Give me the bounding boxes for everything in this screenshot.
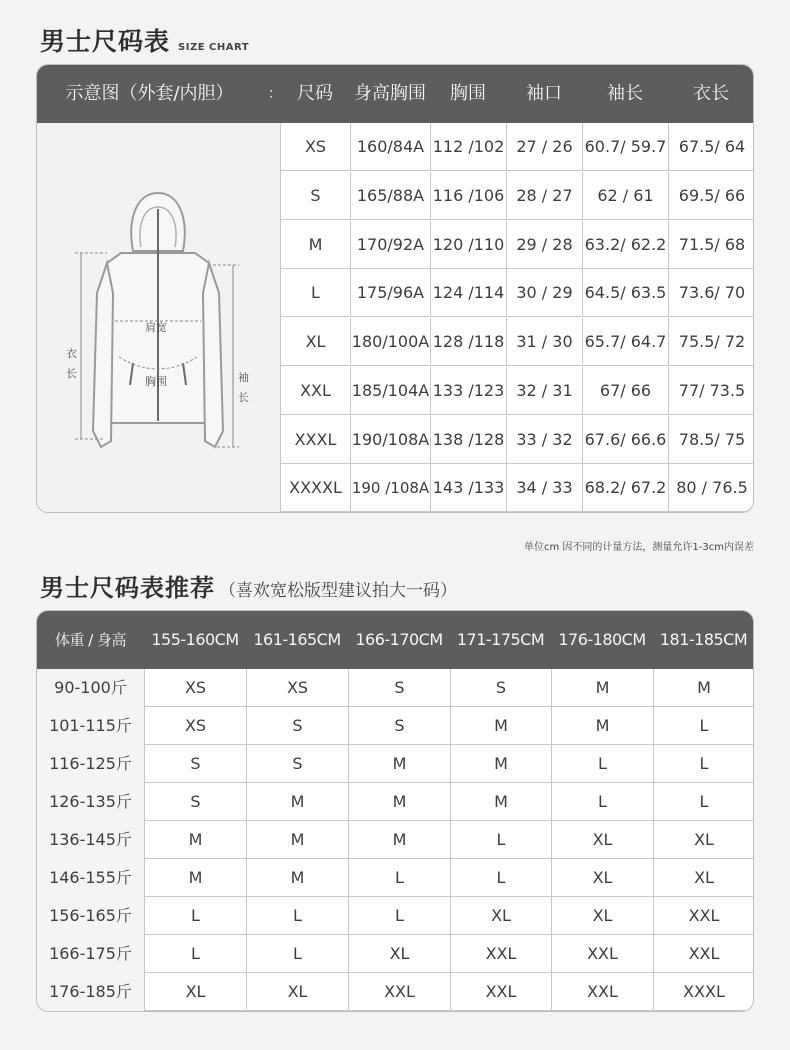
size-chart-title xyxy=(40,22,249,58)
weight-row xyxy=(37,707,753,745)
cell-recommended-size: S xyxy=(246,707,348,745)
cell-height-chest: 180/100A xyxy=(350,318,430,366)
weight-row xyxy=(37,821,753,859)
cell-recommended-size: XL xyxy=(348,935,450,973)
recommend-table xyxy=(36,610,754,1012)
cell-weight: 146-155斤 xyxy=(37,859,144,897)
cell-chest: 120 /110 xyxy=(430,221,506,269)
header-height-range: 176-180CM xyxy=(558,630,646,649)
cell-recommended-size: XL xyxy=(144,973,246,1011)
cell-recommended-size: XXL xyxy=(653,897,754,935)
cell-sleeve-length: 67/ 66 xyxy=(582,367,668,415)
size-chart-header-row xyxy=(37,65,753,123)
cell-size: XXXXL xyxy=(280,464,350,512)
cell-size: L xyxy=(280,269,350,317)
cell-recommended-size: XL xyxy=(653,821,754,859)
header-height-range: 171-175CM xyxy=(456,630,545,649)
cell-recommended-size: XS xyxy=(246,669,348,707)
cell-height-chest: 160/84A xyxy=(350,123,430,171)
cell-cuff: 33 / 32 xyxy=(506,416,582,464)
size-chart-subtitle: SIZE CHART xyxy=(178,42,250,53)
weight-row xyxy=(37,973,753,1011)
cell-recommended-size: M xyxy=(246,821,348,859)
size-row xyxy=(280,172,754,220)
cell-recommended-size: M xyxy=(653,669,754,707)
diagram-label-sleeve-2: 长 xyxy=(238,391,249,404)
header-height-chest: 身高胸围 xyxy=(354,83,426,104)
cell-chest: 124 /114 xyxy=(430,269,506,317)
weight-row xyxy=(37,935,753,973)
header-body-length: 衣长 xyxy=(693,83,729,104)
cell-recommended-size: XL xyxy=(551,821,653,859)
diagram-label-sleeve-1: 袖 xyxy=(238,371,249,384)
cell-recommended-size: S xyxy=(348,707,450,745)
cell-body-length: 80 / 76.5 xyxy=(668,464,754,512)
cell-cuff: 27 / 26 xyxy=(506,123,582,171)
cell-cuff: 30 / 29 xyxy=(506,269,582,317)
cell-height-chest: 190 /108A xyxy=(350,464,430,512)
jacket-diagram xyxy=(37,123,281,513)
cell-recommended-size: L xyxy=(144,935,246,973)
cell-size: S xyxy=(280,172,350,220)
recommend-title xyxy=(40,568,457,603)
cell-recommended-size: L xyxy=(450,859,551,897)
cell-recommended-size: XXL xyxy=(348,973,450,1011)
cell-body-length: 73.6/ 70 xyxy=(668,269,754,317)
weight-row xyxy=(37,783,753,821)
cell-recommended-size: XXL xyxy=(653,935,754,973)
cell-size: XS xyxy=(280,123,350,171)
cell-sleeve-length: 65.7/ 64.7 xyxy=(582,318,668,366)
cell-recommended-size: S xyxy=(348,669,450,707)
cell-body-length: 69.5/ 66 xyxy=(668,172,754,220)
cell-recommended-size: XS xyxy=(144,669,246,707)
header-size: 尺码 xyxy=(297,83,333,104)
cell-recommended-size: L xyxy=(551,745,653,783)
weight-row xyxy=(37,745,753,783)
cell-recommended-size: XL xyxy=(450,897,551,935)
cell-cuff: 31 / 30 xyxy=(506,318,582,366)
cell-recommended-size: L xyxy=(246,935,348,973)
header-height-range: 155-160CM xyxy=(151,630,239,649)
size-chart-body xyxy=(37,123,753,513)
cell-sleeve-length: 60.7/ 59.7 xyxy=(582,123,668,171)
cell-chest: 138 /128 xyxy=(430,416,506,464)
cell-sleeve-length: 62 / 61 xyxy=(582,172,668,220)
cell-sleeve-length: 64.5/ 63.5 xyxy=(582,269,668,317)
cell-cuff: 34 / 33 xyxy=(506,464,582,512)
cell-body-length: 71.5/ 68 xyxy=(668,221,754,269)
cell-height-chest: 165/88A xyxy=(350,172,430,220)
weight-row xyxy=(37,859,753,897)
cell-recommended-size: S xyxy=(144,783,246,821)
cell-weight: 136-145斤 xyxy=(37,821,144,859)
cell-recommended-size: M xyxy=(348,783,450,821)
recommend-subtitle: （喜欢宽松版型建议拍大一码） xyxy=(219,581,457,601)
size-chart-title-text: 男士尺码表 xyxy=(40,27,171,56)
cell-recommended-size: M xyxy=(348,821,450,859)
cell-recommended-size: L xyxy=(551,783,653,821)
cell-recommended-size: XXL xyxy=(450,973,551,1011)
cell-weight: 156-165斤 xyxy=(37,897,144,935)
diagram-label-length-2: 长 xyxy=(66,367,77,380)
cell-recommended-size: M xyxy=(450,707,551,745)
header-height-range: 161-165CM xyxy=(253,630,341,649)
cell-recommended-size: XL xyxy=(653,859,754,897)
cell-recommended-size: L xyxy=(246,897,348,935)
size-row xyxy=(280,269,754,317)
cell-size: M xyxy=(280,221,350,269)
cell-recommended-size: M xyxy=(551,707,653,745)
cell-recommended-size: M xyxy=(450,783,551,821)
header-weight-height: 体重 / 身高 xyxy=(54,631,127,649)
cell-height-chest: 175/96A xyxy=(350,269,430,317)
header-diagram: 示意图（外套/内胆） xyxy=(65,83,234,104)
cell-body-length: 75.5/ 72 xyxy=(668,318,754,366)
cell-recommended-size: L xyxy=(348,859,450,897)
cell-cuff: 32 / 31 xyxy=(506,367,582,415)
cell-recommended-size: S xyxy=(450,669,551,707)
diagram-label-chest: 胸围 xyxy=(145,375,167,388)
cell-recommended-size: XL xyxy=(246,973,348,1011)
cell-recommended-size: M xyxy=(348,745,450,783)
header-height-range: 181-185CM xyxy=(659,630,748,649)
cell-weight: 176-185斤 xyxy=(37,973,144,1011)
cell-recommended-size: M xyxy=(144,859,246,897)
cell-body-length: 77/ 73.5 xyxy=(668,367,754,415)
diagram-label-length-1: 衣 xyxy=(66,347,77,360)
cell-sleeve-length: 67.6/ 66.6 xyxy=(582,416,668,464)
cell-recommended-size: XXXL xyxy=(653,973,754,1011)
cell-height-chest: 190/108A xyxy=(350,416,430,464)
size-row xyxy=(280,123,754,171)
weight-row xyxy=(37,669,753,707)
cell-body-length: 67.5/ 64 xyxy=(668,123,754,171)
cell-chest: 112 /102 xyxy=(430,123,506,171)
recommend-header-row xyxy=(37,611,753,669)
cell-cuff: 29 / 28 xyxy=(506,221,582,269)
cell-body-length: 78.5/ 75 xyxy=(668,416,754,464)
cell-sleeve-length: 68.2/ 67.2 xyxy=(582,464,668,512)
cell-recommended-size: XXL xyxy=(551,973,653,1011)
cell-recommended-size: XXL xyxy=(551,935,653,973)
cell-recommended-size: S xyxy=(144,745,246,783)
diagram-label-shoulder: 肩宽 xyxy=(145,321,167,334)
cell-cuff: 28 / 27 xyxy=(506,172,582,220)
header-sleeve-length: 袖长 xyxy=(607,83,643,104)
cell-size: XXXL xyxy=(280,416,350,464)
recommend-title-text: 男士尺码表推荐 xyxy=(40,574,215,602)
cell-recommended-size: XL xyxy=(551,897,653,935)
cell-weight: 126-135斤 xyxy=(37,783,144,821)
cell-chest: 143 /133 xyxy=(430,464,506,512)
cell-recommended-size: L xyxy=(450,821,551,859)
cell-recommended-size: M xyxy=(551,669,653,707)
size-row xyxy=(280,367,754,415)
cell-recommended-size: L xyxy=(653,707,754,745)
weight-row xyxy=(37,897,753,935)
size-chart-table xyxy=(36,64,754,513)
cell-chest: 133 /123 xyxy=(430,367,506,415)
cell-recommended-size: M xyxy=(246,859,348,897)
cell-size: XXL xyxy=(280,367,350,415)
cell-chest: 128 /118 xyxy=(430,318,506,366)
cell-recommended-size: XS xyxy=(144,707,246,745)
cell-size: XL xyxy=(280,318,350,366)
size-row xyxy=(280,318,754,366)
cell-recommended-size: L xyxy=(653,783,754,821)
cell-recommended-size: L xyxy=(653,745,754,783)
cell-recommended-size: XL xyxy=(551,859,653,897)
cell-recommended-size: M xyxy=(144,821,246,859)
cell-recommended-size: S xyxy=(246,745,348,783)
cell-recommended-size: L xyxy=(144,897,246,935)
jacket-illustration xyxy=(37,123,280,513)
cell-height-chest: 170/92A xyxy=(350,221,430,269)
cell-height-chest: 185/104A xyxy=(350,367,430,415)
cell-recommended-size: M xyxy=(246,783,348,821)
cell-recommended-size: L xyxy=(348,897,450,935)
cell-chest: 116 /106 xyxy=(430,172,506,220)
cell-recommended-size: XXL xyxy=(450,935,551,973)
header-cuff: 袖口 xyxy=(526,83,562,104)
header-chest: 胸围 xyxy=(450,83,486,104)
size-row xyxy=(280,464,754,512)
cell-weight: 166-175斤 xyxy=(37,935,144,973)
measurement-note: 单位cm 因不同的计量方法，测量允许1-3cm内误差 xyxy=(524,542,754,553)
cell-weight: 90-100斤 xyxy=(37,669,144,707)
cell-weight: 101-115斤 xyxy=(37,707,144,745)
size-row xyxy=(280,221,754,269)
cell-recommended-size: M xyxy=(450,745,551,783)
cell-weight: 116-125斤 xyxy=(37,745,144,783)
header-colon: ： xyxy=(268,86,282,102)
cell-sleeve-length: 63.2/ 62.2 xyxy=(582,221,668,269)
size-row xyxy=(280,416,754,464)
header-height-range: 166-170CM xyxy=(355,630,443,649)
